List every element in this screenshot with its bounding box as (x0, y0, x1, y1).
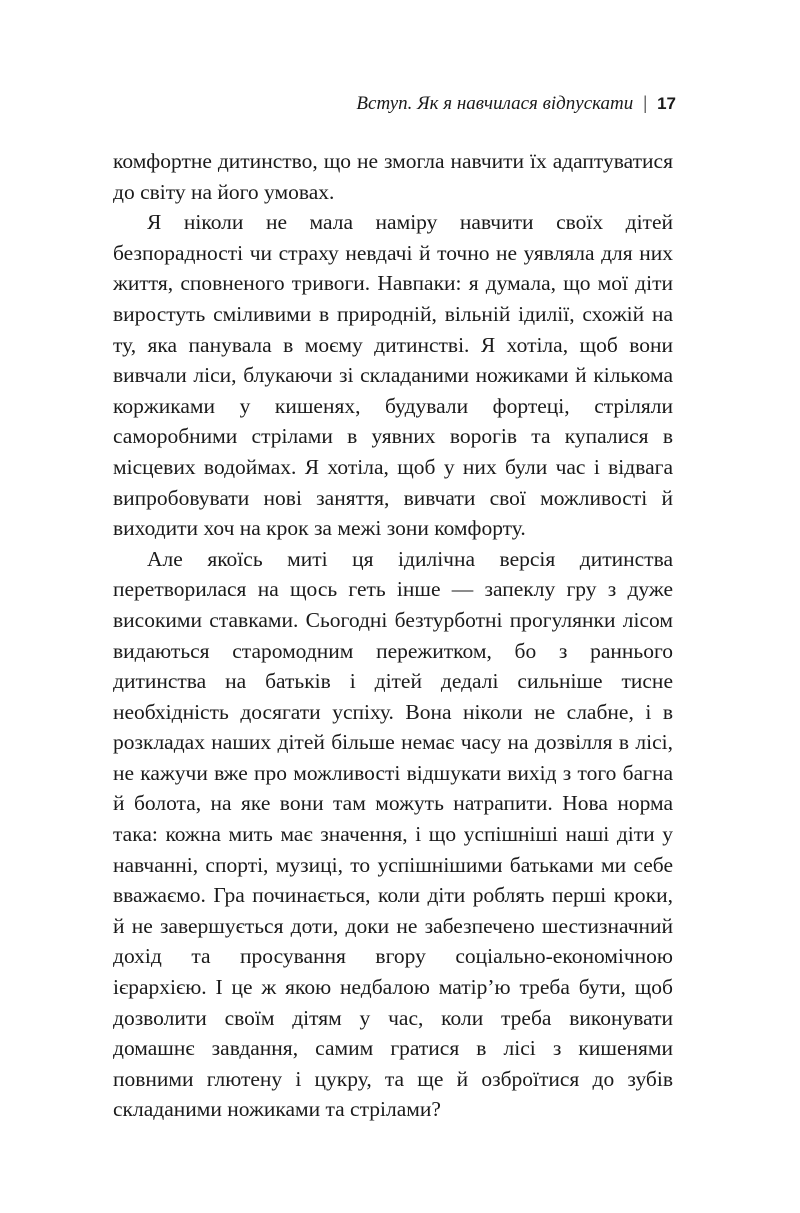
page-number: 17 (657, 94, 676, 113)
body-text (113, 146, 673, 1125)
chapter-title: Вступ. Як я навчилася відпускати (356, 93, 634, 114)
paragraph-continued: комфортне дитинство, що не змогла навчити їх адаптуватися до світу на його умовах. (113, 149, 673, 204)
header-separator: | (643, 93, 648, 114)
paragraph: Але якоїсь миті ця ідилічна версія дитинства перетворилася на щось геть інше — запеклу гру з дуже високими ставками. Сьогодні безтурботні прогулянки лісом видаються старомодним пережитком, бо з раннього дитинства на батьків і дітей дедалі сильніше тисне необхідність досягати успіху. Вона ніколи не слабне, і в розкладах наших дітей більше немає часу на дозвілля в лісі, не кажучи вже про можливості відшукати вихід з того багна й болота, на яке вони там можуть натрапити. Нова норма така: кожна мить має значення, і що успішніші наші діти у навчанні, спорті, музиці, то успішнішими батьками ми себе вважаємо. Гра починається, коли діти роблять перші кроки, й не завершується доти, доки не забезпечено шестизначний дохід та просування вгору соціально-економічною ієрархією. І це ж якою недбалою матір’ю треба бути, щоб дозволити своїм дітям у час, коли треба виконувати домашнє завдання, самим гратися в лісі з кишенями повними глютену і цукру, та ще й озброїтися до зубів складаними ножиками та стрілами? (113, 546, 673, 1122)
paragraph: Я ніколи не мала наміру навчити своїх дітей безпорадності чи страху невдачі й точно не уявляла для них життя, сповненого тривоги. Навпаки: я думала, що мої діти виростуть сміливими в природній, вільній ідилії, схожій на ту, яка панувала в моєму дитинстві. Я хотіла, щоб вони вивчали ліси, блукаючи зі складаними ножиками й кількома коржиками у кишенях, будували фортеці, стріляли саморобними стрілами в уявних ворогів та купалися в місцевих водоймах. Я хотіла, щоб у них були час і відвага випробовувати нові заняття, вивчати свої можливості й виходити хоч на крок за межі зони комфорту. (113, 210, 673, 541)
running-head (356, 92, 676, 116)
